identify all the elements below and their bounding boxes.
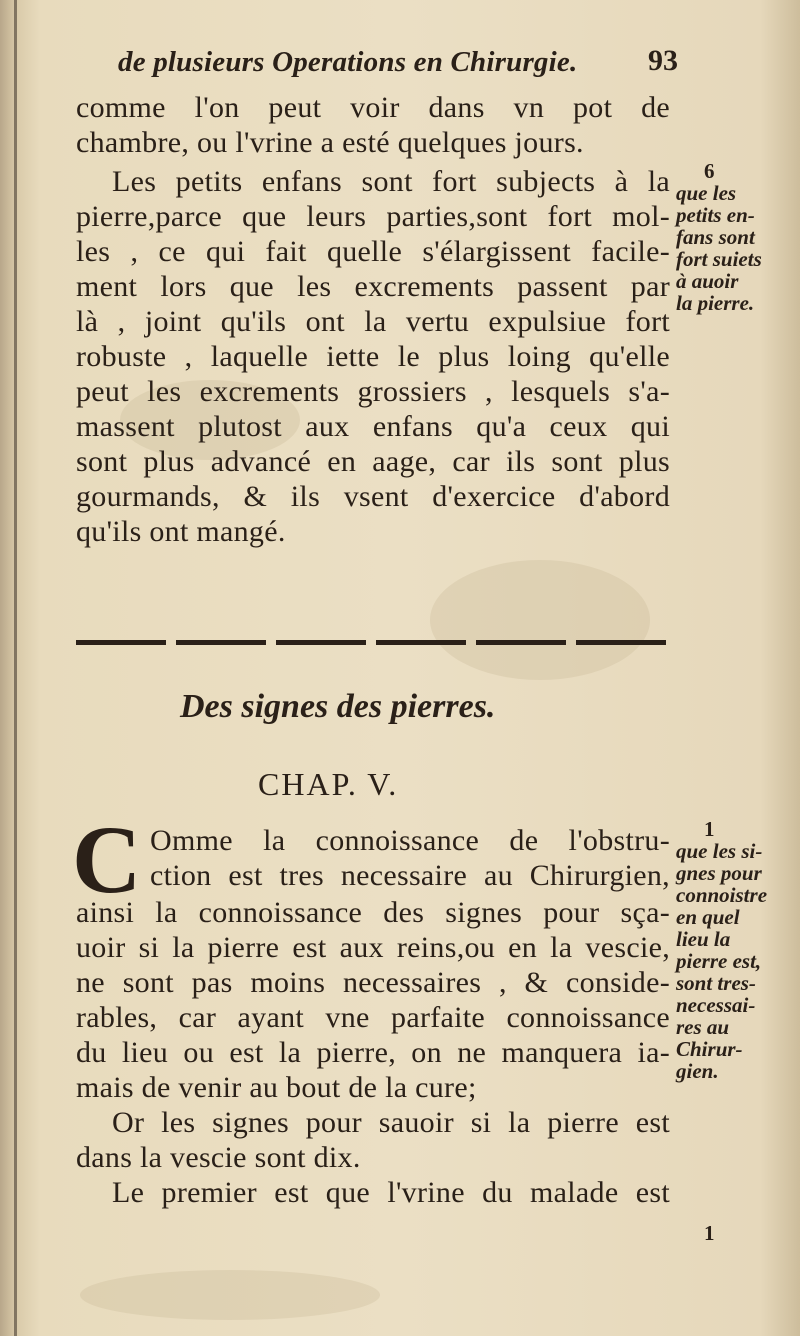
text-line: qu'ils ont mangé. [76, 515, 286, 548]
margin-note-line: petits en- [676, 203, 755, 227]
margin-note-line: fans sont [676, 225, 755, 249]
running-title: de plusieurs Operations en Chirurgie. [118, 46, 578, 78]
margin-note-line: lieu la [676, 927, 731, 951]
text-line: comme l'on peut voir dans vn pot de [76, 91, 670, 124]
margin-note-line: fort suiets [676, 247, 762, 271]
page-gutter [14, 0, 17, 1336]
chapter-title: Des signes des pierres. [180, 688, 496, 725]
section-divider [76, 640, 668, 645]
paper-stain [430, 560, 650, 680]
margin-note-signs [676, 818, 796, 1082]
page-header [118, 46, 678, 90]
text-line: les , ce qui fait quelle s'élargissent facile- [76, 235, 670, 268]
page-number: 93 [648, 44, 678, 77]
margin-note-number: 6 [704, 159, 715, 183]
margin-note-line: connoistre [676, 883, 768, 907]
paragraph-stones-in-children [76, 164, 670, 549]
drop-cap: C [72, 806, 142, 913]
paper-stain [80, 1270, 380, 1320]
margin-note-line: la pierre. [676, 291, 755, 315]
margin-note-line: pierre est, [676, 949, 762, 973]
margin-note-line: Chirur- [676, 1037, 743, 1061]
margin-note-line: gien. [676, 1059, 719, 1083]
margin-note-line: necessai- [676, 993, 756, 1017]
text-line: dans la vescie sont dix. [76, 1141, 361, 1174]
margin-note-line: res au [676, 1015, 730, 1039]
text-line: sont plus advancé en aage, car ils sont plus [76, 445, 670, 478]
margin-note-number: 1 [704, 817, 715, 841]
text-line: ainsi la connoissance des signes pour sça- [76, 896, 670, 929]
margin-note-children [676, 160, 796, 314]
paragraph-continuation [76, 90, 670, 160]
text-line: Les petits enfans sont fort subjects à la [112, 165, 670, 198]
margin-note-line: à auoir [676, 269, 739, 293]
paragraph-signs-body [76, 895, 670, 1210]
margin-note-line: que les [676, 181, 737, 205]
text-line: ment lors que les excrements passent par [76, 270, 670, 303]
text-line: pierre,parce que leurs parties,sont fort mol- [76, 200, 670, 233]
text-line: massent plutost aux enfans qu'a ceux qui [76, 410, 670, 443]
text-line: ne sont pas moins necessaires , & conside- [76, 966, 670, 999]
text-line: chambre, ou l'vrine a esté quelques jours. [76, 126, 584, 159]
text-line: robuste , laquelle iette le plus loing qu'elle [76, 340, 670, 373]
text-line: ction est tres necessaire au Chirurgien, [150, 859, 670, 892]
text-line: rables, car ayant vne parfaite connoissance [76, 1001, 670, 1034]
text-line: Le premier est que l'vrine du malade est [112, 1176, 670, 1209]
text-line: peut les excrements grossiers , lesquels s'a- [76, 375, 670, 408]
paragraph-signs-intro [150, 823, 670, 893]
chapter-number: CHAP. V. [258, 766, 399, 802]
margin-note-line: que les si- [676, 839, 763, 863]
margin-note-line: en quel [676, 905, 740, 929]
margin-note-line: sont tres- [676, 971, 756, 995]
text-line: gourmands, & ils vsent d'exercice d'abord [76, 480, 670, 513]
margin-note-number: 1 [704, 1221, 715, 1245]
text-line: du lieu ou est la pierre, on ne manquera ia- [76, 1036, 670, 1069]
text-line: là , joint qu'ils ont la vertu expulsiue fort [76, 305, 670, 338]
text-line: mais de venir au bout de la cure; [76, 1071, 477, 1104]
margin-note-line: gnes pour [676, 861, 762, 885]
margin-note-first-sign [676, 1222, 796, 1244]
text-line: uoir si la pierre est aux reins,ou en la vescie, [76, 931, 670, 964]
text-line: Omme la connoissance de l'obstru- [150, 824, 670, 857]
text-line: Or les signes pour sauoir si la pierre est [112, 1106, 670, 1139]
